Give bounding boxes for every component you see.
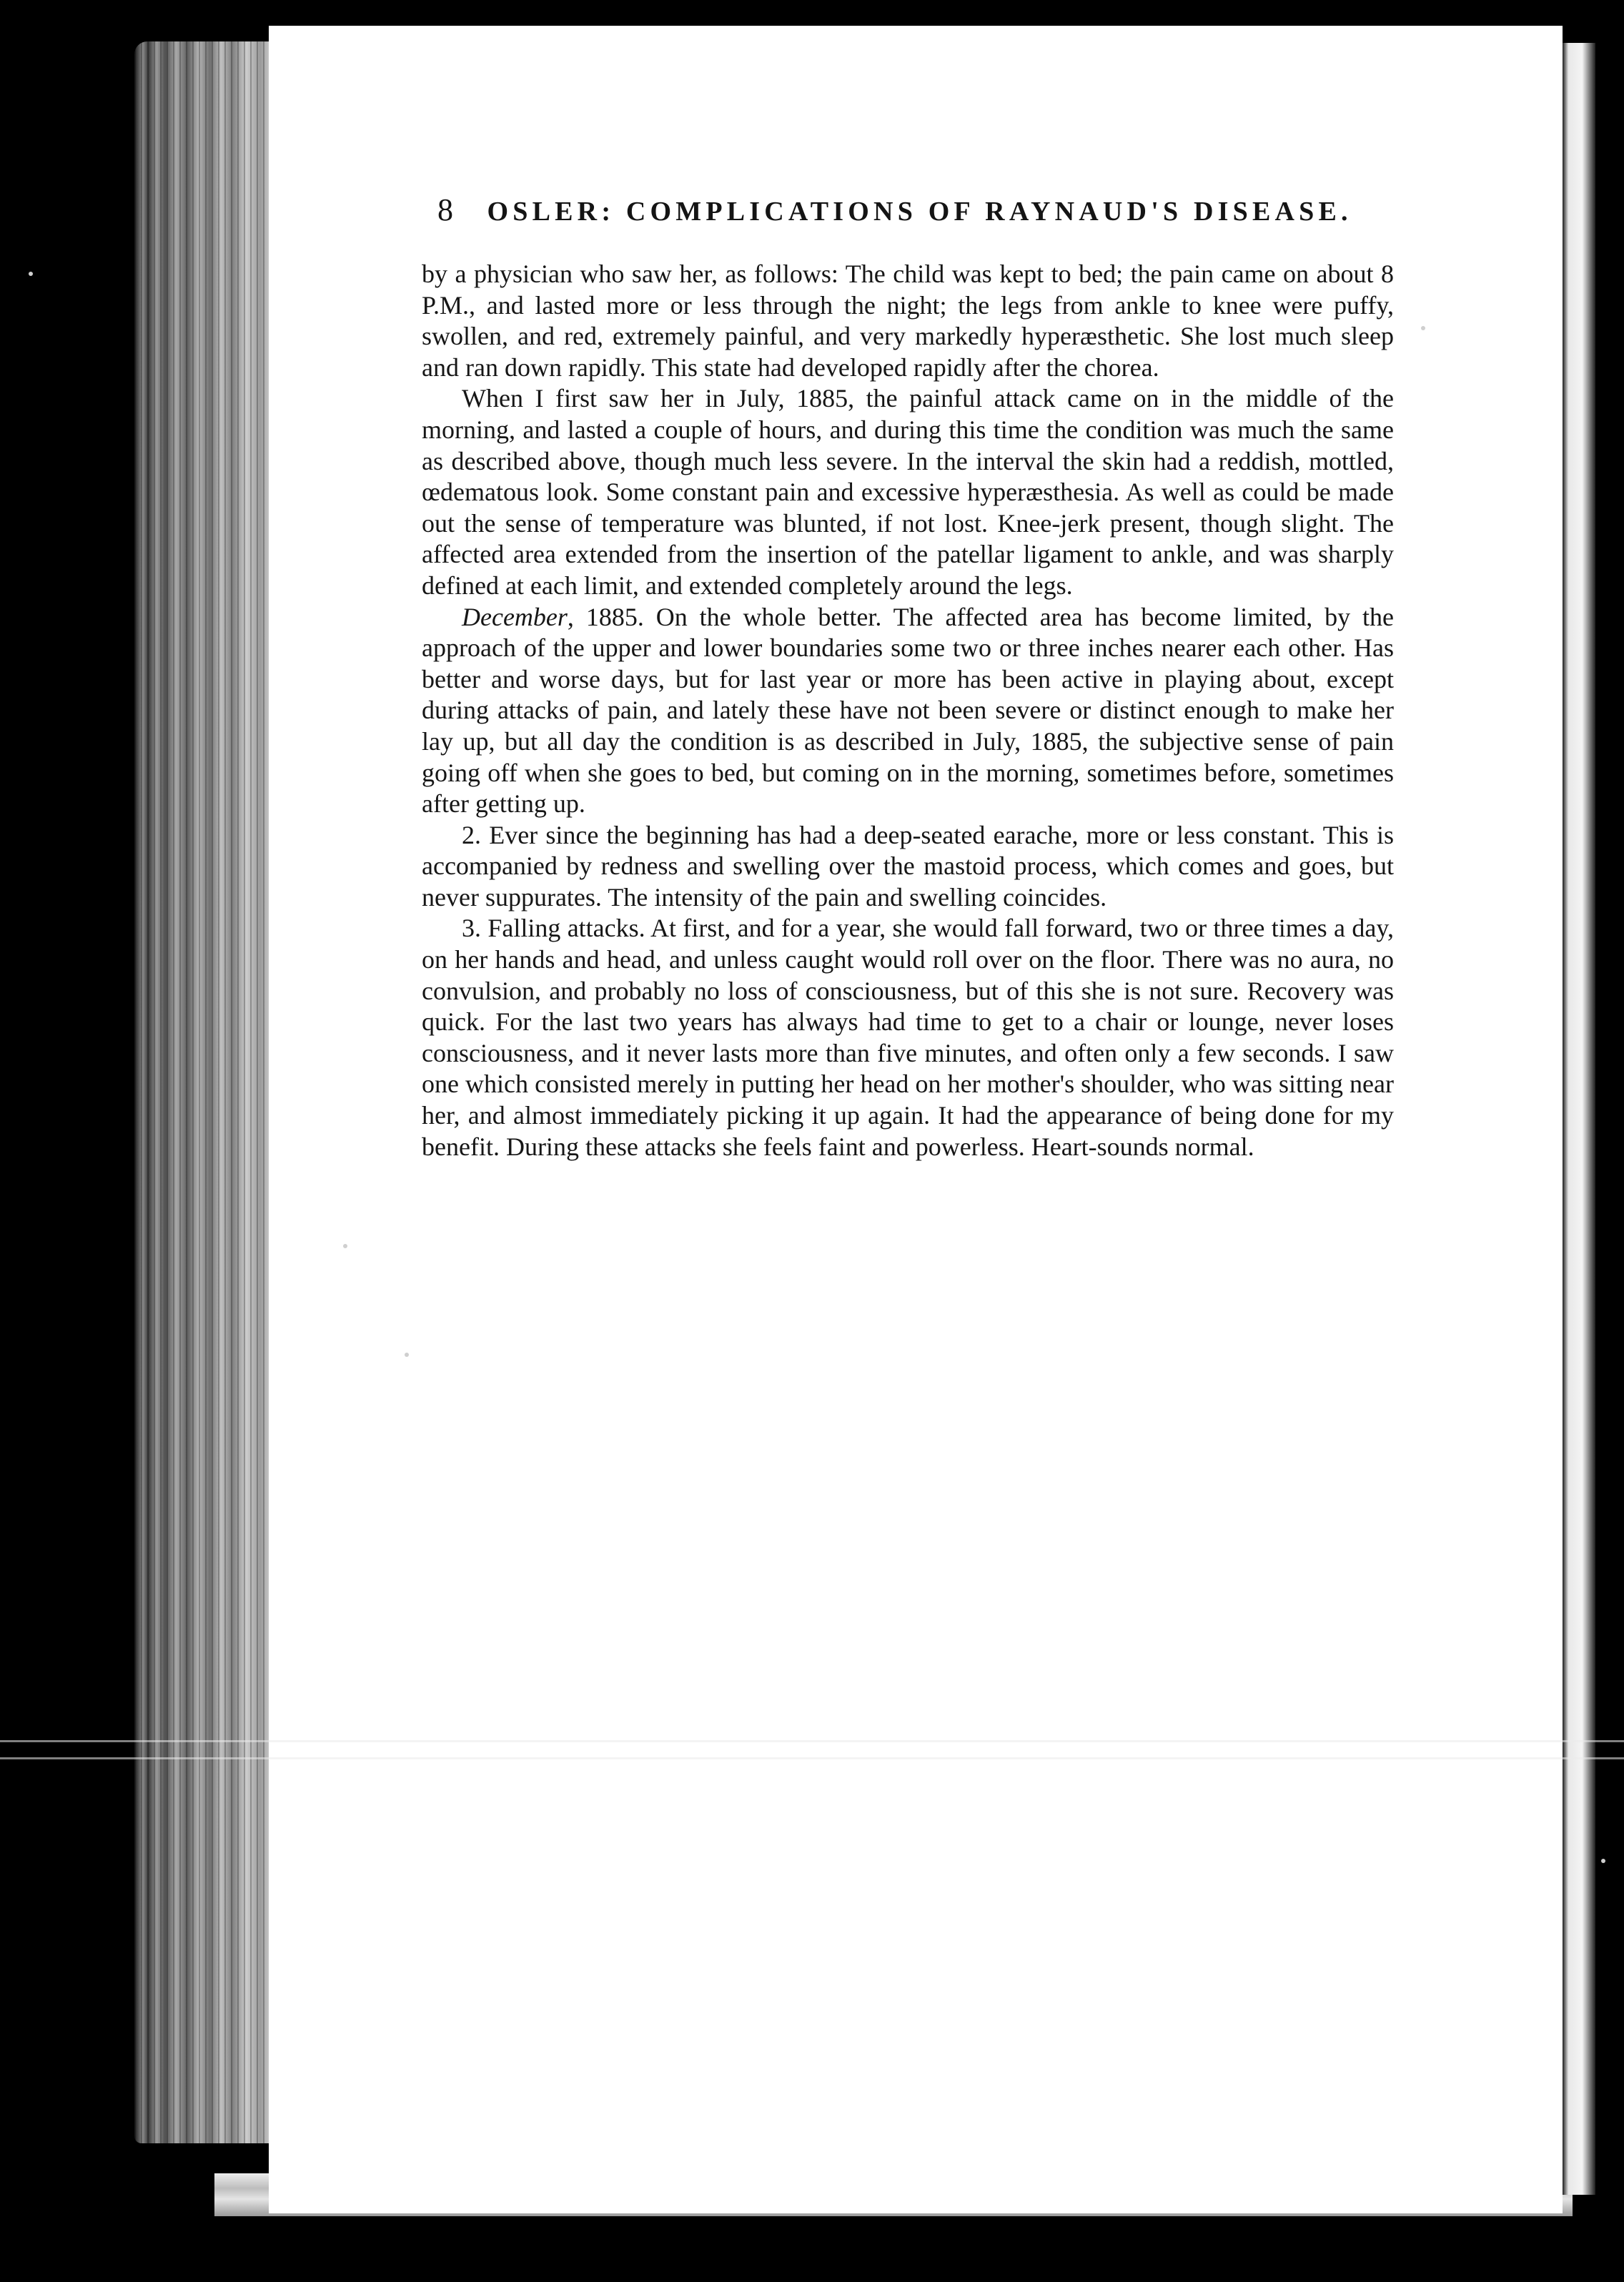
- dust-speck: [405, 1353, 409, 1357]
- book-page-edges: [134, 41, 274, 2143]
- body-text: [422, 259, 1394, 1162]
- dust-speck: [1601, 1859, 1605, 1863]
- scan-line-artifact: [0, 1757, 1624, 1759]
- paragraph-2: When I first saw her in July, 1885, the painful attack came on in the middle of the morning, and lasted a couple of hours, and during this time the condition was much the same as described above, though much less severe. In the interval the skin had a reddish, mottled, œdematous look. Some constant pain and excessive hyperæsthesia. As well as could be made out the sense of temperature was blunted, if not lost. Knee-jerk present, though slight. The affected area extended from the insertion of the patellar ligament to ankle, and was sharply defined at each limit, and extended completely around the legs.: [422, 384, 1394, 600]
- running-head: OSLER: COMPLICATIONS OF RAYNAUD'S DISEASE.: [487, 197, 1352, 227]
- paragraph-3-date: December: [462, 602, 568, 631]
- page-header: [437, 192, 1417, 228]
- dust-speck: [29, 272, 33, 276]
- facing-page-sliver: [1563, 43, 1595, 2195]
- paragraph-4: 2. Ever since the beginning has had a deep-seated earache, more or less constant. This is accompanied by redness and swelling over the mastoid process, which comes and goes, but never suppurates. The intensity of the pain and swelling coincides.: [422, 820, 1394, 912]
- dust-speck: [343, 1244, 347, 1248]
- paragraph-3-text: , 1885. On the whole better. The affected area has become limited, by the approach of the upper and lower boundaries some two or three inches nearer each other. Has better and worse days, but for last year or more has been active in playing about, except during attacks of pain, and lately these have not been severe or distinct enough to make her lay up, but all day the condition is as described in July, 1885, the subjective sense of pain going off when she goes to bed, but coming on in the morning, sometimes before, sometimes after getting up.: [422, 602, 1394, 819]
- paragraph-3: [422, 602, 1394, 820]
- scan-line-artifact: [0, 1740, 1624, 1742]
- paragraph-1: by a physician who saw her, as follows: The child was kept to bed; the pain came on about 8 P.M., and lasted more or less through the night; the legs from ankle to knee were puffy, swollen, and red, extremely painful, and very markedly hyperæsthetic. She lost much sleep and ran down rapidly. This state had developed rapidly after the chorea.: [422, 260, 1394, 382]
- page-number: 8: [437, 192, 453, 227]
- dust-speck: [1421, 326, 1425, 330]
- paragraph-5: 3. Falling attacks. At first, and for a year, she would fall forward, two or three times a day, on her hands and head, and unless caught would roll over on the floor. There was no aura, no convulsion, and probably no loss of consciousness, but of this she is not sure. Recovery was quick. For the last two years has always had time to get to a chair or lounge, never loses consciousness, and it never lasts more than five minutes, and often only a few seconds. I saw one which consisted merely in putting her head on her mother's shoulder, who was sitting near her, and almost immediately picking it up again. It had the appearance of being done for my benefit. During these attacks she feels faint and powerless. Heart-sounds normal.: [422, 914, 1394, 1161]
